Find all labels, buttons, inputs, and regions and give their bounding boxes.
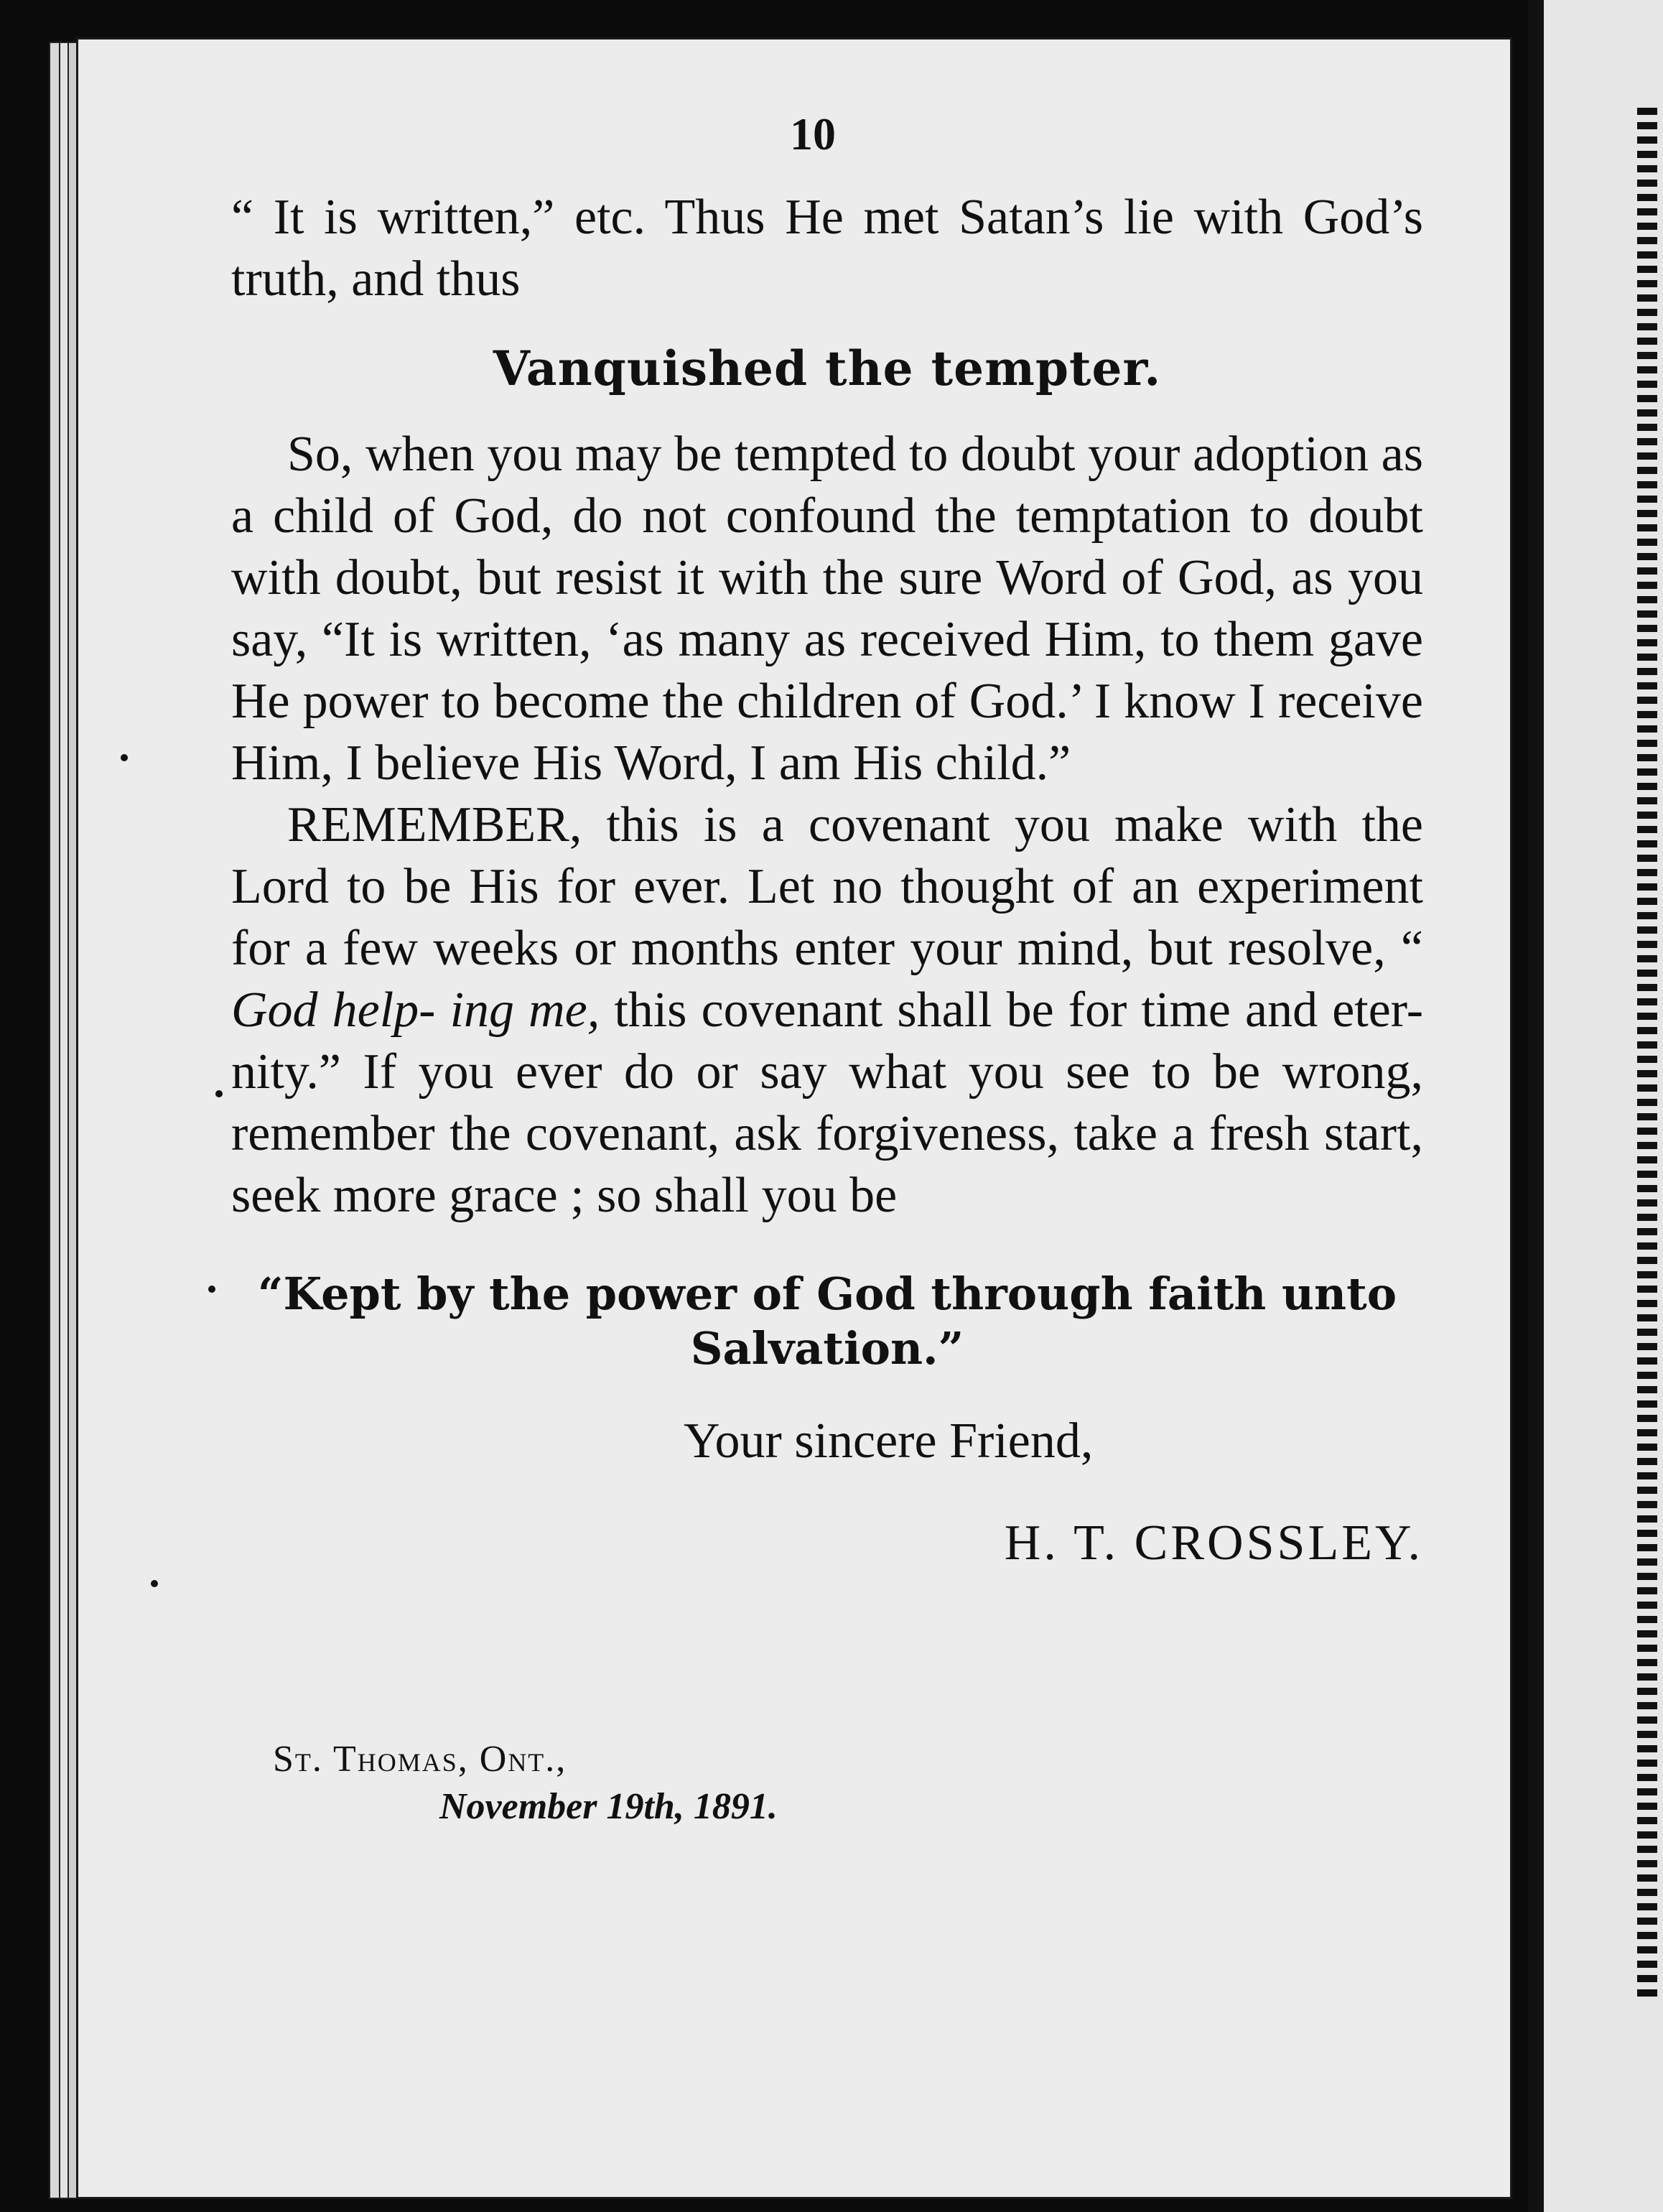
page-body	[231, 187, 1423, 1574]
place-line: St. Thomas, Ont.,	[273, 1739, 567, 1780]
print-speck	[208, 1286, 215, 1293]
paragraph-1: So, when you may be tempted to doubt your adoption as a child of God, do not confound the temptation to doubt with doubt, but resist it with the sure Word of God, as you say, “It is written, ‘as many as received Him, to them gave He power to become the children of God.’ I know I receive Him, I believe His Word, I am His child.”	[231, 427, 1423, 791]
author-signature: H. T. CROSSLEY.	[1004, 1515, 1423, 1571]
page-number: 10	[790, 108, 836, 159]
section-heading: Vanquished the tempter.	[493, 340, 1162, 396]
print-speck	[121, 754, 128, 761]
closing-salutation: Your sincere Friend,	[684, 1413, 1094, 1469]
print-speck	[151, 1580, 158, 1587]
paragraph-2-text: REMEMBER, this is a covenant you make with the Lord to be His for ever. Let no thought of an experiment for a few weeks or months enter your mind, but resolve, “	[231, 797, 1423, 976]
opening-lines: “ It is written,” etc. Thus He met Satan’s lie with God’s truth, and thus	[231, 190, 1423, 307]
paragraph-2	[231, 794, 1423, 1227]
scripture-quote: “Kept by the power of God through faith unto Salvation.”	[257, 1268, 1397, 1375]
paragraph-2-text-end: this covenant shall be for time and eter- nity.” If you ever do or say what you see to be wrong, remember the covenant, ask forgiveness, take a fresh start, seek more grace ; so shall you be	[231, 982, 1424, 1223]
paragraph-2-italic: God help- ing me,	[231, 982, 600, 1038]
date-line: November 19th, 1891.	[439, 1786, 778, 1827]
book-gutter	[1528, 0, 1544, 2212]
facing-page-strip	[1528, 0, 1663, 2212]
print-speck	[215, 1090, 223, 1097]
facing-page-text-edge	[1637, 101, 1657, 1997]
